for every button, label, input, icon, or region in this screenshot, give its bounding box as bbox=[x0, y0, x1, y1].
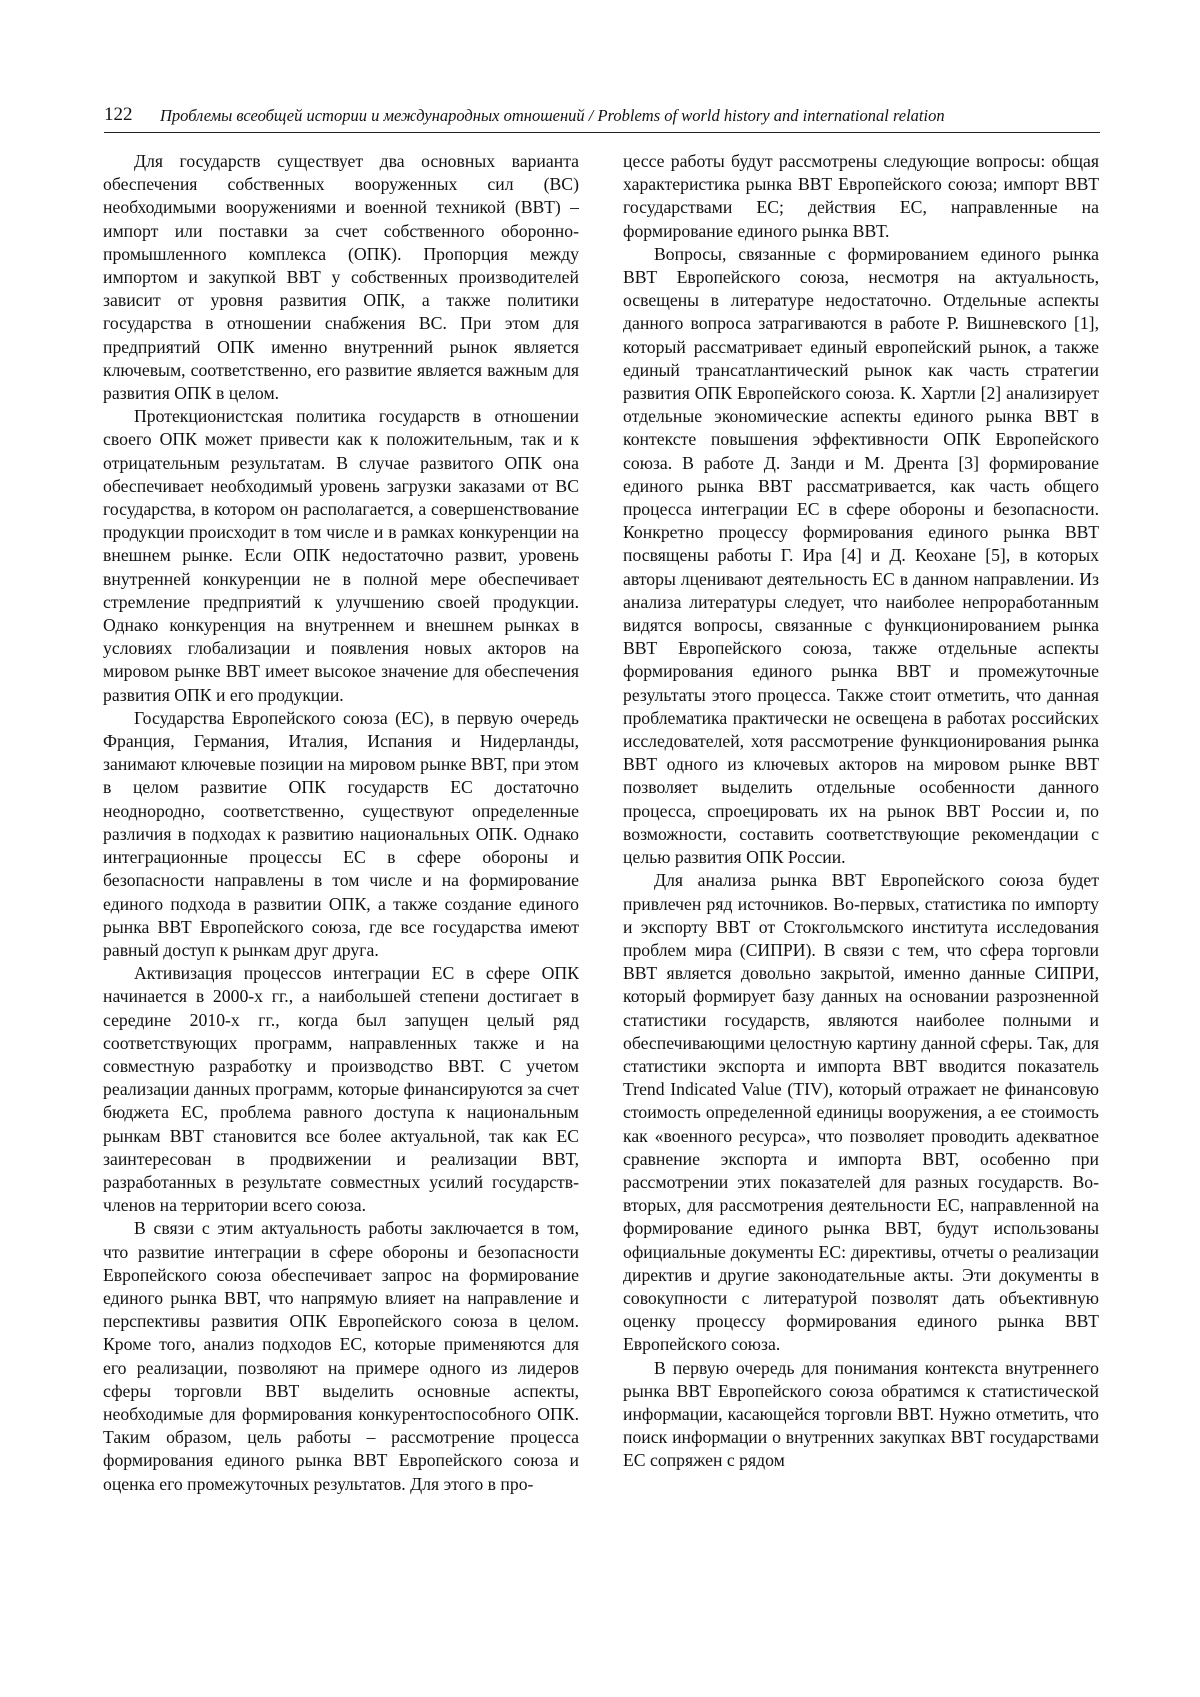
paragraph: Для государств существует два основных варианта обеспечения собственных вооруженных сил (ВС) необходимыми вооружениями и военной техникой (ВВТ) – импорт или поставки за счет собственного оборонно-промышленного комплекса (ОПК). Пропорция между импортом и закупкой ВВТ у собственных производителей зависит от уровня развития ОПК, а также политики государства в отношении снабжения ВС. При этом для предприятий ОПК именно внутренний рынок является ключевым, соответственно, его развитие является важным для развития ОПК в целом. bbox=[103, 151, 579, 404]
journal-title: Проблемы всеобщей истории и международных отношений / Problems of world history and international relation bbox=[160, 106, 945, 125]
running-header bbox=[104, 102, 1100, 133]
paragraph-continued: цессе работы будут рассмотрены следующие вопросы: общая характеристика рынка ВВТ Европейского союза; импорт ВВТ государствами ЕС; действия ЕС, направленные на формирование единого рынка ВВТ. bbox=[623, 151, 1099, 241]
right-column bbox=[623, 150, 1099, 1660]
paragraph: Государства Европейского союза (ЕС), в первую очередь Франция, Германия, Италия, Испания и Нидерланды, занимают ключевые позиции на мировом рынке ВВТ, при этом в целом развитие ОПК государств ЕС достаточно неоднородно, соответственно, существуют определенные различия в подходах к развитию национальных ОПК. Однако интеграционные процессы ЕС в сфере обороны и безопасности направлены в том числе и на формирование единого подхода в развитии ОПК, а также создание единого рынка ВВТ Европейского союза, где все государства имеют равный доступ к рынкам друг друга. bbox=[103, 707, 579, 960]
paragraph: Для анализа рынка ВВТ Европейского союза будет привлечен ряд источников. Во-первых, статистика по импорту и экспорту ВВТ от Стокгольмского института исследования проблем мира (СИПРИ). В связи с тем, что сфера торговли ВВТ является довольно закрытой, именно данные СИПРИ, который формирует базу данных на основании разрозненной статистики государств, являются наиболее полными и обеспечивающими целостную картину данной сферы. Так, для статистики экспорта и импорта ВВТ вводится показатель Trend Indicated Value (TIV), который отражает не финансовую стоимость определенной единицы вооружения, а ее стоимость как «военного ресурса», что позволяет проводить адекватное сравнение экспорта и импорта ВВТ, особенно при рассмотрении этих показателей для разных государств. Во-вторых, для рассмотрения деятельности ЕС, направленной на формирование единого рынка ВВТ, будут использованы официальные документы ЕС: директивы, отчеты о реализации директив и другие законодательные акты. Эти документы в совокупности с литературой позволят дать объективную оценку процессу формирования единого рынка ВВТ Европейского союза. bbox=[623, 870, 1099, 1355]
paragraph: Активизация процессов интеграции ЕС в сфере ОПК начинается в 2000-х гг., а наибольшей степени достигает в середине 2010-х гг., когда был запущен целый ряд соответствующих программ, направленных также и на совместную разработку и производство ВВТ. С учетом реализации данных программ, которые финансируются за счет бюджета ЕС, проблема равного доступа к национальным рынкам ВВТ становится все более актуальной, так как ЕС заинтересован в продвижении и реализации ВВТ, разработанных в результате совместных усилий государств-членов на территории всего союза. bbox=[103, 963, 579, 1216]
paragraph: В связи с этим актуальность работы заключается в том, что развитие интеграции в сфере обороны и безопасности Европейского союза обеспечивает запрос на формирование единого рынка ВВТ, что напрямую влияет на направление и перспективы развития ОПК Европейского союза в целом. Кроме того, анализ подходов ЕС, которые применяются для его реализации, позволяют на примере одного из лидеров сферы торговли ВВТ выделить основные аспекты, необходимые для формирования конкурентоспособного ОПК. Таким образом, цель работы – рассмотрение процесса формирования единого рынка ВВТ Европейского союза и оценка его промежуточных результатов. Для этого в про- bbox=[103, 1218, 579, 1494]
paragraph: Протекционистская политика государств в отношении своего ОПК может привести как к положительным, так и к отрицательным результатам. В случае развитого ОПК она обеспечивает необходимый уровень загрузки заказами от ВС государства, в котором он располагается, а совершенствование продукции происходит в том числе и в рамках конкуренции на внешнем рынке. Если ОПК недостаточно развит, уровень внутренней конкуренции не в полной мере обеспечивает стремление предприятий к улучшению своей продукции. Однако конкуренция на внутреннем и внешнем рынках в условиях глобализации и появления новых акторов на мировом рынке ВВТ имеет высокое значение для обеспечения развития ОПК и его продукции. bbox=[103, 406, 579, 705]
page-number: 122 bbox=[104, 104, 133, 125]
paragraph: В первую очередь для понимания контекста внутреннего рынка ВВТ Европейского союза обратимся к статистической информации, касающейся торговли ВВТ. Нужно отметить, что поиск информации о внутренних закупках ВВТ государствами ЕС сопряжен с рядом bbox=[623, 1357, 1099, 1471]
left-column bbox=[103, 150, 579, 1660]
paragraph: Вопросы, связанные с формированием единого рынка ВВТ Европейского союза, несмотря на актуальность, освещены в литературе недостаточно. Отдельные аспекты данного вопроса затрагиваются в работе Р. Вишневского [1], который рассматривает единый европейский рынок, а также единый трансатлантический рынок как часть стратегии развития ОПК Европейского союза. К. Хартли [2] анализирует отдельные экономические аспекты единого рынка ВВТ в контексте повышения эффективности ОПК Европейского союза. В работе Д. Занди и М. Дрента [3] формирование единого рынка ВВТ рассматривается, как часть общего процесса интеграции ЕС в сфере обороны и безопасности. Конкретно процессу формирования единого рынка ВВТ посвящены работы Г. Ира [4] и Д. Кеохане [5], в которых авторы лценивают деятельность ЕС в данном направлении. Из анализа литературы следует, что наиболее непроработанным видятся вопросы, связанные с функционированием рынка ВВТ Европейского союза, также отдельные аспекты формирования единого рынка ВВТ и промежуточные результаты этого процесса. Также стоит отметить, что данная проблематика практически не освещена в работах российских исследователей, хотя рассмотрение функционирования рынка ВВТ одного из ключевых акторов на мировом рынке ВВТ позволяет выделить отдельные особенности данного процесса, спроецировать их на рынок ВВТ России и, по возможности, составить соответствующие рекомендации с целью развития ОПК России. bbox=[623, 243, 1099, 868]
